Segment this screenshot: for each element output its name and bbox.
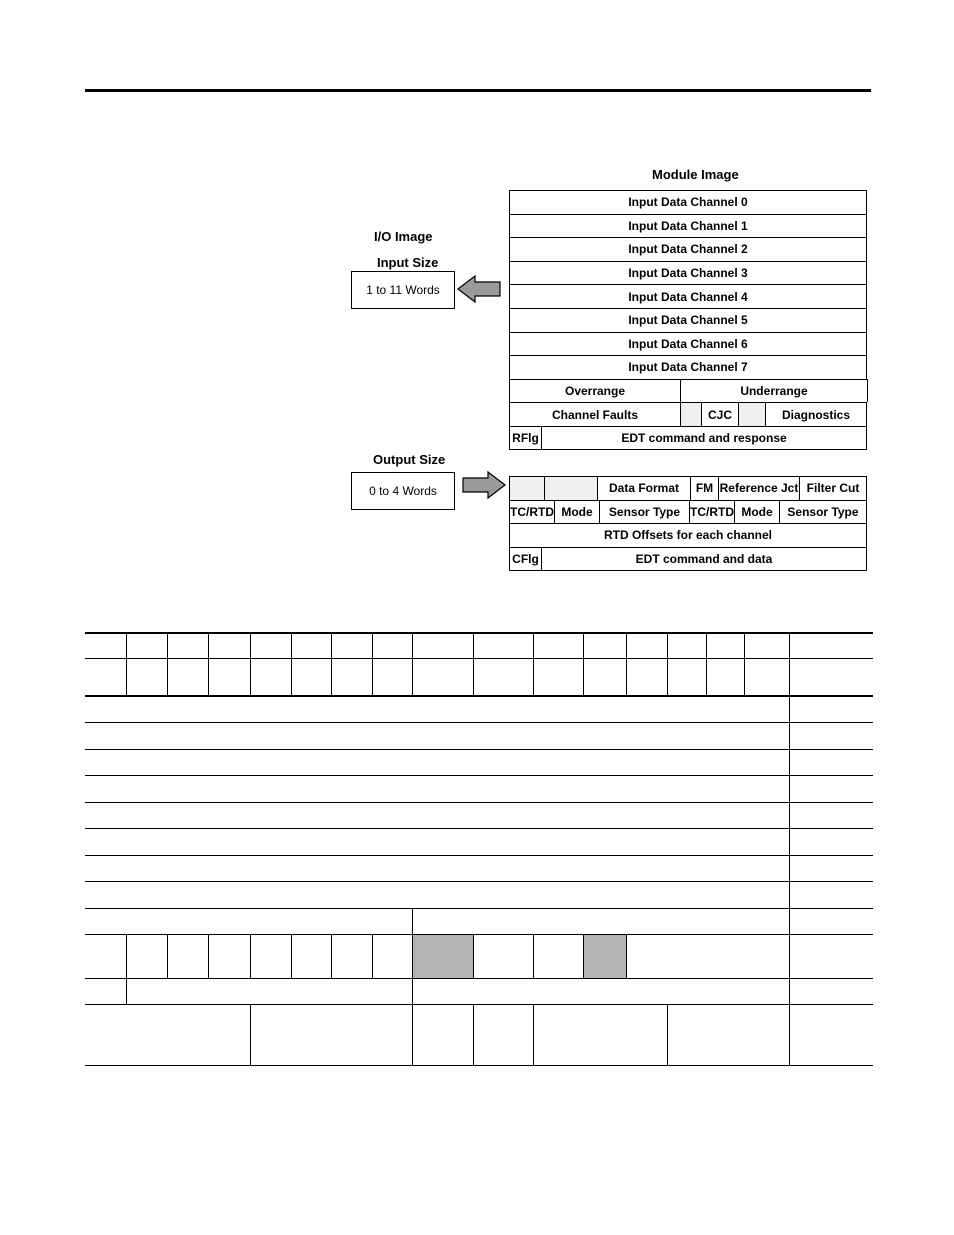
input-data-channel-0-row	[509, 190, 867, 214]
input-data-channel-0: Input Data Channel 0	[628, 195, 748, 210]
edt-data-label: EDT command and data	[635, 551, 773, 566]
input-data-channel-1-row	[509, 214, 867, 238]
table-vrule	[533, 632, 534, 696]
input-data-channel-7-row	[509, 355, 867, 379]
data-format-label: Data Format	[608, 481, 679, 496]
underrange-label: Underrange	[740, 384, 808, 399]
diagnostics-cell	[766, 403, 866, 426]
table-vrule	[126, 978, 127, 1005]
input-data-channel-4: Input Data Channel 4	[628, 289, 748, 304]
table-vrule	[167, 632, 168, 696]
table-vrule	[533, 1004, 534, 1066]
edt-response-row	[509, 426, 867, 450]
table-rule	[85, 1065, 873, 1066]
input-data-channel-2-row	[509, 237, 867, 261]
shaded-bit-cell-a	[412, 935, 473, 979]
left-arrow-icon	[458, 276, 502, 302]
sensor-type-a-label: Sensor Type	[608, 504, 681, 519]
table-vrule	[473, 1004, 474, 1066]
table-vrule	[533, 934, 534, 979]
input-data-channel-5-row	[509, 308, 867, 332]
channel-faults-cell	[510, 403, 681, 426]
tc-rtd-b-cell	[690, 501, 735, 524]
input-data-channel-2: Input Data Channel 2	[628, 242, 748, 257]
table-vrule	[667, 1004, 668, 1066]
edt-response-label: EDT command and response	[621, 430, 787, 445]
fm-cell	[691, 477, 719, 500]
reserved-cell-d	[545, 477, 598, 500]
fm-label: FM	[695, 481, 714, 496]
table-rule	[85, 722, 873, 723]
table-vrule	[667, 632, 668, 696]
table-rule	[85, 695, 873, 697]
range-row	[509, 379, 868, 403]
output-size-box	[351, 472, 455, 510]
input-data-channel-5: Input Data Channel 5	[628, 313, 748, 328]
table-rule	[85, 978, 873, 979]
cflg-cell	[510, 548, 542, 570]
overrange-cell	[510, 380, 681, 403]
output-sensor-row	[509, 500, 867, 524]
table-vrule	[372, 934, 373, 979]
channel-faults-label: Channel Faults	[551, 407, 638, 422]
table-vrule	[250, 934, 251, 979]
reserved-cell-b	[739, 403, 766, 426]
table-rule	[85, 632, 873, 634]
edt-data-cell	[542, 548, 866, 570]
cjc-label: CJC	[707, 407, 732, 422]
mode-a-cell	[555, 501, 600, 524]
table-vrule	[126, 632, 127, 696]
reference-jct-label: Reference Jct	[719, 481, 799, 496]
sensor-type-b-cell	[780, 501, 866, 524]
cflg-label: CFlg	[512, 551, 539, 566]
table-vrule	[208, 934, 209, 979]
tc-rtd-a-cell	[510, 501, 555, 524]
table-vrule	[208, 632, 209, 696]
shaded-bit-cell-b	[583, 935, 627, 979]
output-size-value: 0 to 4 Words	[369, 484, 437, 498]
mode-b-label: Mode	[741, 504, 773, 519]
table-vrule	[250, 1004, 251, 1066]
table-rule	[85, 855, 873, 856]
input-data-channel-6: Input Data Channel 6	[628, 336, 748, 351]
data-format-cell	[598, 477, 691, 500]
input-size-value: 1 to 11 Words	[366, 283, 440, 297]
reserved-cell-c	[510, 477, 545, 500]
output-size-label: Output Size	[373, 452, 446, 467]
table-rule	[85, 881, 873, 882]
table-vrule	[372, 632, 373, 696]
table-rule	[85, 828, 873, 829]
input-data-channel-7: Input Data Channel 7	[628, 360, 748, 375]
top-rule	[85, 89, 871, 92]
table-rule	[85, 908, 873, 909]
rtd-offsets-label: RTD Offsets for each channel	[603, 528, 773, 543]
sensor-type-b-label: Sensor Type	[787, 504, 859, 519]
edt-data-row	[509, 547, 867, 571]
tc-rtd-b-label: TC/RTD	[690, 504, 734, 519]
table-vrule	[744, 632, 745, 696]
table-rule	[85, 802, 873, 803]
table-vrule	[473, 632, 474, 696]
table-vrule	[412, 978, 413, 1005]
mode-b-cell	[735, 501, 780, 524]
overrange-label: Overrange	[564, 384, 626, 399]
right-arrow-icon	[463, 472, 507, 498]
table-vrule	[331, 632, 332, 696]
table-rule	[85, 775, 873, 776]
tc-rtd-a-label: TC/RTD	[510, 504, 554, 519]
rflg-cell	[510, 427, 542, 449]
table-vrule	[412, 1004, 413, 1066]
rtd-offsets-row	[509, 523, 867, 547]
table-vrule	[412, 632, 413, 696]
io-image-title: I/O Image	[374, 229, 433, 244]
table-vrule	[250, 632, 251, 696]
diagnostics-label: Diagnostics	[781, 407, 850, 422]
table-vrule	[583, 632, 584, 696]
table-rule	[85, 934, 873, 935]
cjc-cell	[702, 403, 739, 426]
filter-cut-cell	[800, 477, 866, 500]
rflg-label: RFlg	[512, 430, 539, 445]
table-rule	[85, 749, 873, 750]
input-data-channel-6-row	[509, 332, 867, 356]
table-rule	[85, 658, 873, 659]
output-format-row	[509, 476, 867, 500]
table-vrule	[583, 934, 584, 979]
table-vrule	[291, 632, 292, 696]
input-data-channel-4-row	[509, 284, 867, 308]
mode-a-label: Mode	[561, 504, 593, 519]
input-size-label: Input Size	[377, 255, 439, 270]
table-vrule	[626, 632, 627, 696]
table-vrule	[291, 934, 292, 979]
input-size-box	[351, 271, 455, 309]
table-vrule	[167, 934, 168, 979]
input-data-channel-1: Input Data Channel 1	[628, 218, 748, 233]
table-vrule	[126, 934, 127, 979]
table-vrule	[626, 934, 627, 979]
filter-cut-label: Filter Cut	[806, 481, 860, 496]
sensor-type-a-cell	[600, 501, 690, 524]
table-rule	[85, 1004, 873, 1005]
edt-response-cell	[542, 427, 866, 449]
underrange-cell	[681, 380, 867, 403]
module-image-title: Module Image	[652, 167, 739, 182]
faults-row	[509, 402, 867, 426]
table-vrule	[412, 908, 413, 935]
table-vrule	[412, 934, 413, 979]
table-vrule	[331, 934, 332, 979]
reference-jct-cell	[719, 477, 800, 500]
table-vrule	[789, 632, 790, 1066]
table-vrule	[706, 632, 707, 696]
input-data-channel-3-row	[509, 261, 867, 285]
reserved-cell-a	[681, 403, 702, 426]
table-vrule	[473, 934, 474, 979]
input-data-channel-3: Input Data Channel 3	[628, 266, 748, 281]
